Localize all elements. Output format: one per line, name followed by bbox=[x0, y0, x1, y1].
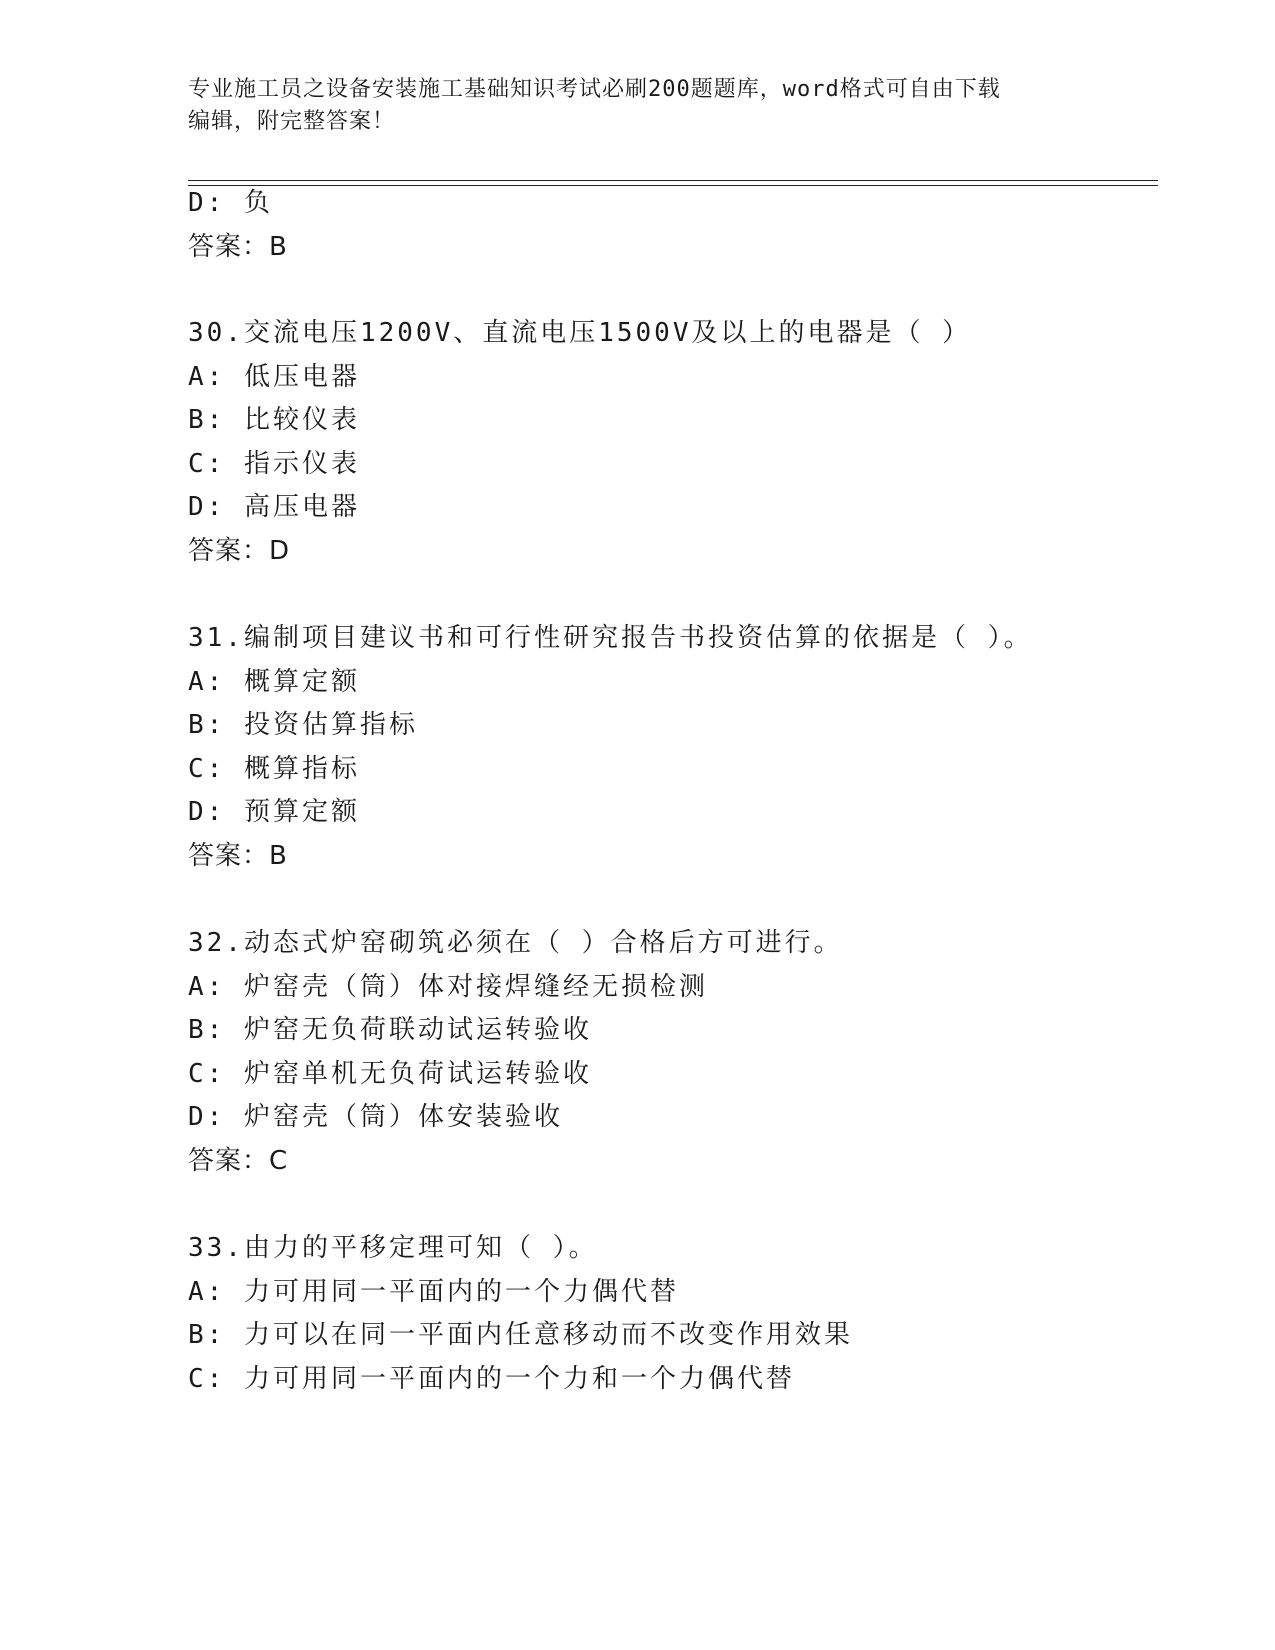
question-30-option-b: B: 比较仪表 bbox=[188, 405, 360, 435]
question-31-option-b: B: 投资估算指标 bbox=[188, 710, 418, 740]
question-31-stem: 31.编制项目建议书和可行性研究报告书投资估算的依据是（ ）。 bbox=[188, 623, 1033, 653]
question-31-option-c: C: 概算指标 bbox=[188, 754, 360, 784]
header-title-line-2: 编辑，附完整答案！ bbox=[188, 109, 396, 134]
header-title-line-1: 专业施工员之设备安装施工基础知识考试必刷200题题库，word格式可自由下载 bbox=[188, 77, 1001, 102]
question-32-option-b: B: 炉窑无负荷联动试运转验收 bbox=[188, 1015, 592, 1045]
question-30-option-c: C: 指示仪表 bbox=[188, 449, 360, 479]
prev-option-d: D: 负 bbox=[188, 188, 273, 218]
prev-answer: 答案：B bbox=[188, 232, 288, 262]
question-33-option-b: B: 力可以在同一平面内任意移动而不改变作用效果 bbox=[188, 1320, 853, 1350]
question-32-option-a: A: 炉窑壳（筒）体对接焊缝经无损检测 bbox=[188, 972, 708, 1002]
question-33-option-a: A: 力可用同一平面内的一个力偶代替 bbox=[188, 1277, 679, 1307]
question-30-answer: 答案：D bbox=[188, 536, 291, 566]
question-32-option-c: C: 炉窑单机无负荷试运转验收 bbox=[188, 1059, 592, 1089]
document-header bbox=[188, 74, 1088, 138]
question-32-option-d: D: 炉窑壳（筒）体安装验收 bbox=[188, 1102, 563, 1132]
question-33-option-c: C: 力可用同一平面内的一个力和一个力偶代替 bbox=[188, 1364, 795, 1394]
question-30-option-a: A: 低压电器 bbox=[188, 362, 360, 392]
header-divider-top bbox=[188, 180, 1158, 181]
question-30-stem: 30.交流电压1200V、直流电压1500V及以上的电器是（ ） bbox=[188, 318, 972, 348]
question-32-stem: 32.动态式炉窑砌筑必须在（ ）合格后方可进行。 bbox=[188, 928, 843, 958]
question-32-answer: 答案：C bbox=[188, 1146, 289, 1176]
question-33-stem: 33.由力的平移定理可知（ ）。 bbox=[188, 1233, 598, 1263]
header-divider-bottom bbox=[188, 185, 1158, 186]
question-31-answer: 答案：B bbox=[188, 841, 288, 871]
question-30-option-d: D: 高压电器 bbox=[188, 492, 360, 522]
question-31-option-a: A: 概算定额 bbox=[188, 667, 360, 697]
question-31-option-d: D: 预算定额 bbox=[188, 797, 360, 827]
